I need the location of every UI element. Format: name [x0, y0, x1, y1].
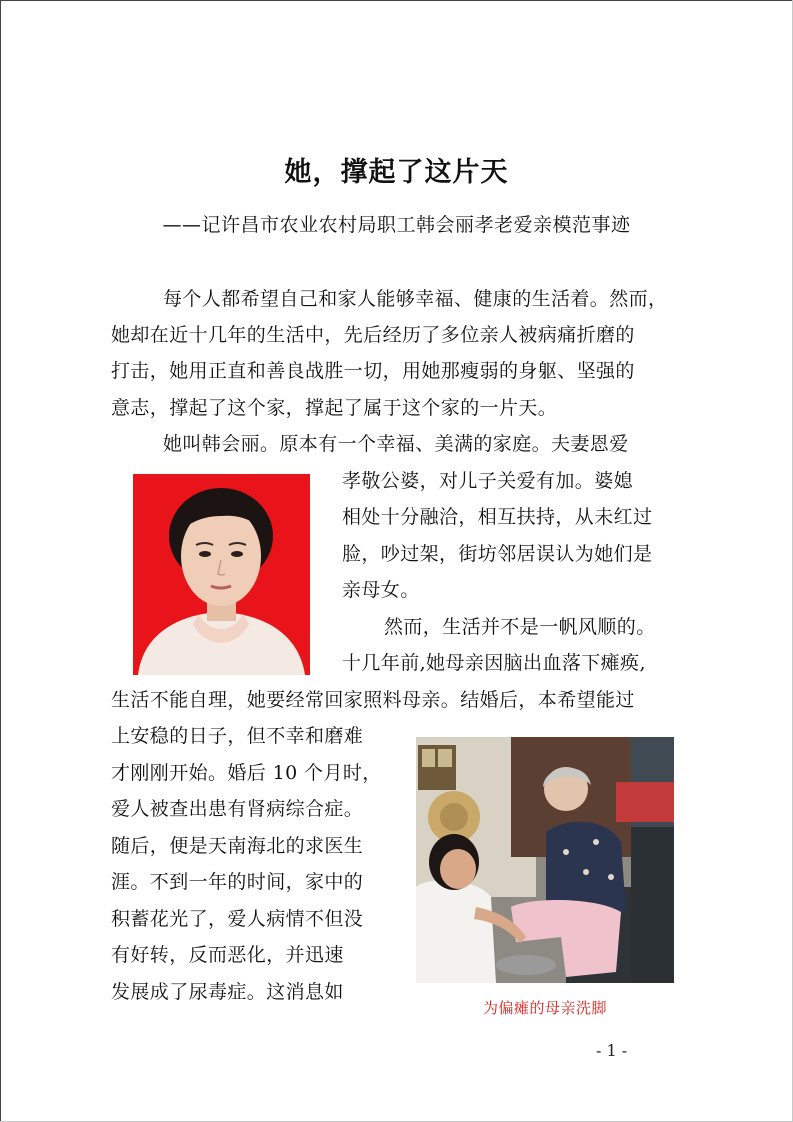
- paragraph-line: 打击，她用正直和善良战胜一切，用她那瘦弱的身躯、坚强的: [111, 360, 635, 382]
- paragraph-line: 她叫韩会丽。原本有一个幸福、美满的家庭。夫妻恩爱: [163, 433, 629, 455]
- document-title: 她，撑起了这片天: [284, 157, 509, 188]
- paragraph-line: 每个人都希望自己和家人能够幸福、健康的生活着。然而，: [163, 288, 668, 310]
- paragraph-line: 她却在近十几年的生活中，先后经历了多位亲人被病痛折磨的: [111, 324, 635, 346]
- paragraph-line: 孝敬公婆，对儿子关爱有加。婆媳: [342, 470, 634, 492]
- paragraph-line: 上安稳的日子，但不幸和磨难: [111, 725, 364, 747]
- portrait-illustration: [133, 474, 310, 675]
- paragraph-line: 生活不能自理，她要经常回家照料母亲。结婚后，本希望能过: [111, 689, 635, 711]
- paragraph-line: 亲母女。: [342, 579, 420, 601]
- paragraph-line: 才刚刚开始。婚后 10 个月时，: [111, 762, 382, 784]
- paragraph-line: 然而，生活并不是一帆风顺的。: [384, 616, 656, 638]
- paragraph-line: 十几年前,她母亲因脑出血落下瘫痪,: [342, 652, 646, 674]
- mother-care-photo: [416, 737, 674, 983]
- portrait-photo: [133, 474, 310, 675]
- paragraph-line: 涯。不到一年的时间，家中的: [111, 871, 364, 893]
- paragraph-line: 发展成了尿毒症。这消息如: [111, 981, 344, 1003]
- paragraph-line: 积蓄花光了，爱人病情不但没: [111, 908, 364, 930]
- page-border-top: [0, 0, 793, 1]
- care-illustration: [416, 737, 674, 983]
- paragraph-line: 有好转，反而恶化，并迅速: [111, 944, 344, 966]
- paragraph-line: 随后，便是天南海北的求医生: [111, 835, 364, 857]
- paragraph-line: 相处十分融洽，相互扶持，从未红过: [342, 506, 653, 528]
- paragraph-line: 爱人被查出患有肾病综合症。: [111, 798, 364, 820]
- photo-caption: 为偏瘫的母亲洗脚: [482, 999, 607, 1017]
- paragraph-line: 脸，吵过架，街坊邻居误认为她们是: [342, 543, 653, 565]
- page-number: - 1 -: [596, 1041, 628, 1060]
- paragraph-line: 意志，撑起了这个家，撑起了属于这个家的一片天。: [111, 397, 558, 419]
- document-subtitle: ——记许昌市农业农村局职工韩会丽孝老爱亲模范事迹: [162, 214, 631, 236]
